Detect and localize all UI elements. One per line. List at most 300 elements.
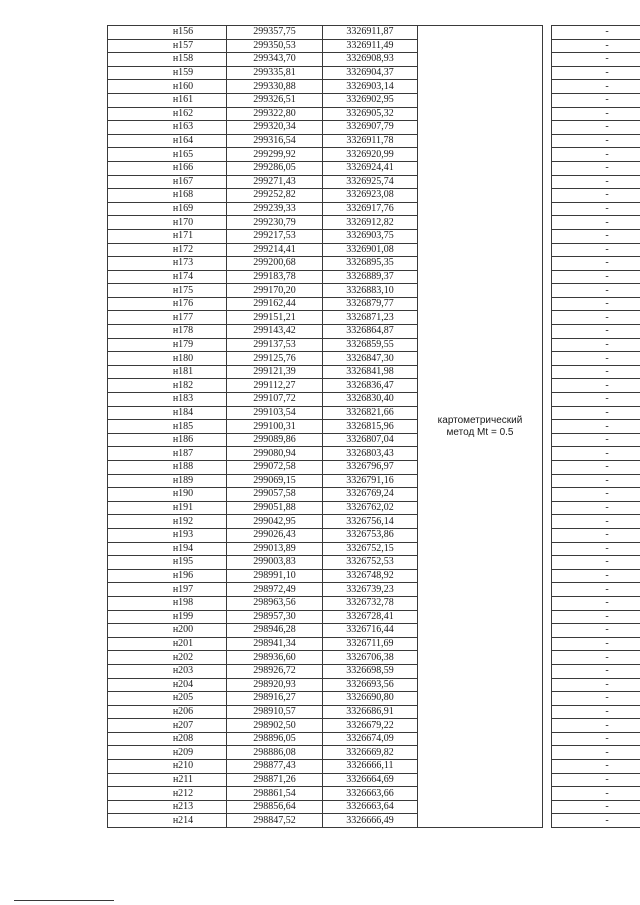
x-coordinate-cell: 299162,44	[227, 297, 323, 311]
x-coordinate-cell: 299214,41	[227, 243, 323, 257]
note-cell: -	[552, 284, 640, 298]
x-coordinate-cell: 299271,43	[227, 175, 323, 189]
note-cell: -	[552, 624, 640, 638]
y-coordinate-cell: 3326666,11	[323, 760, 418, 774]
spacer-cell	[543, 229, 552, 243]
point-cell: н156	[108, 26, 227, 40]
table-row	[108, 243, 640, 257]
table-row	[108, 528, 640, 542]
point-cell: н188	[108, 461, 227, 475]
table-row	[108, 542, 640, 556]
spacer-cell	[543, 624, 552, 638]
table-row	[108, 93, 640, 107]
table-row	[108, 433, 640, 447]
table-row	[108, 352, 640, 366]
table-row	[108, 787, 640, 801]
note-cell: -	[552, 787, 640, 801]
note-cell: -	[552, 202, 640, 216]
spacer-cell	[543, 338, 552, 352]
x-coordinate-cell: 299107,72	[227, 393, 323, 407]
note-cell: -	[552, 596, 640, 610]
point-cell: н189	[108, 474, 227, 488]
spacer-cell	[543, 447, 552, 461]
note-cell: -	[552, 814, 640, 828]
y-coordinate-cell: 3326791,16	[323, 474, 418, 488]
spacer-cell	[543, 175, 552, 189]
point-cell: н183	[108, 393, 227, 407]
spacer-cell	[543, 148, 552, 162]
note-cell: -	[552, 379, 640, 393]
note-cell: -	[552, 80, 640, 94]
point-cell: н207	[108, 719, 227, 733]
spacer-cell	[543, 93, 552, 107]
spacer-cell	[543, 651, 552, 665]
point-cell: н208	[108, 732, 227, 746]
spacer-cell	[543, 121, 552, 135]
y-coordinate-cell: 3326907,79	[323, 121, 418, 135]
table-row	[108, 719, 640, 733]
y-coordinate-cell: 3326803,43	[323, 447, 418, 461]
table-row	[108, 216, 640, 230]
spacer-cell	[543, 760, 552, 774]
y-coordinate-cell: 3326666,49	[323, 814, 418, 828]
table-row	[108, 610, 640, 624]
spacer-cell	[543, 637, 552, 651]
y-coordinate-cell: 3326841,98	[323, 365, 418, 379]
point-cell: н175	[108, 284, 227, 298]
table-row	[108, 284, 640, 298]
point-cell: н180	[108, 352, 227, 366]
note-cell: -	[552, 692, 640, 706]
point-cell: н209	[108, 746, 227, 760]
point-cell: н193	[108, 528, 227, 542]
point-cell: н178	[108, 325, 227, 339]
y-coordinate-cell: 3326669,82	[323, 746, 418, 760]
note-cell: -	[552, 515, 640, 529]
spacer-cell	[543, 420, 552, 434]
y-coordinate-cell: 3326664,69	[323, 773, 418, 787]
spacer-cell	[543, 406, 552, 420]
spacer-cell	[543, 583, 552, 597]
spacer-cell	[543, 134, 552, 148]
table-row	[108, 678, 640, 692]
y-coordinate-cell: 3326923,08	[323, 189, 418, 203]
spacer-cell	[543, 189, 552, 203]
point-cell: н206	[108, 705, 227, 719]
note-cell: -	[552, 134, 640, 148]
note-cell: -	[552, 528, 640, 542]
table-row	[108, 406, 640, 420]
point-cell: н157	[108, 39, 227, 53]
note-cell: -	[552, 148, 640, 162]
note-cell: -	[552, 325, 640, 339]
spacer-cell	[543, 501, 552, 515]
x-coordinate-cell: 299217,53	[227, 229, 323, 243]
table-row	[108, 501, 640, 515]
table-row	[108, 556, 640, 570]
table-row	[108, 39, 640, 53]
x-coordinate-cell: 298946,28	[227, 624, 323, 638]
x-coordinate-cell: 298886,08	[227, 746, 323, 760]
y-coordinate-cell: 3326911,49	[323, 39, 418, 53]
table-row	[108, 760, 640, 774]
note-cell: -	[552, 474, 640, 488]
x-coordinate-cell: 299051,88	[227, 501, 323, 515]
y-coordinate-cell: 3326903,75	[323, 229, 418, 243]
note-cell: -	[552, 352, 640, 366]
y-coordinate-cell: 3326908,93	[323, 53, 418, 67]
point-cell: н205	[108, 692, 227, 706]
point-cell: н163	[108, 121, 227, 135]
note-cell: -	[552, 420, 640, 434]
spacer-cell	[543, 542, 552, 556]
spacer-cell	[543, 732, 552, 746]
table-row	[108, 338, 640, 352]
spacer-cell	[543, 243, 552, 257]
x-coordinate-cell: 299100,31	[227, 420, 323, 434]
footer-rule	[14, 900, 114, 901]
spacer-cell	[543, 719, 552, 733]
table-row	[108, 664, 640, 678]
x-coordinate-cell: 298910,57	[227, 705, 323, 719]
point-cell: н199	[108, 610, 227, 624]
point-cell: н160	[108, 80, 227, 94]
y-coordinate-cell: 3326752,15	[323, 542, 418, 556]
table-row	[108, 379, 640, 393]
note-cell: -	[552, 610, 640, 624]
x-coordinate-cell: 298991,10	[227, 569, 323, 583]
coordinates-table-body	[108, 26, 640, 828]
point-cell: н211	[108, 773, 227, 787]
x-coordinate-cell: 299125,76	[227, 352, 323, 366]
y-coordinate-cell: 3326912,82	[323, 216, 418, 230]
point-cell: н194	[108, 542, 227, 556]
table-row	[108, 270, 640, 284]
note-cell: -	[552, 583, 640, 597]
note-cell: -	[552, 189, 640, 203]
spacer-cell	[543, 325, 552, 339]
y-coordinate-cell: 3326769,24	[323, 488, 418, 502]
x-coordinate-cell: 299200,68	[227, 257, 323, 271]
y-coordinate-cell: 3326716,44	[323, 624, 418, 638]
point-cell: н213	[108, 800, 227, 814]
table-row	[108, 80, 640, 94]
table-row	[108, 420, 640, 434]
table-row	[108, 692, 640, 706]
y-coordinate-cell: 3326911,87	[323, 26, 418, 40]
y-coordinate-cell: 3326889,37	[323, 270, 418, 284]
point-cell: н201	[108, 637, 227, 651]
method-label-line1: картометрический	[437, 414, 523, 426]
table-row	[108, 814, 640, 828]
note-cell: -	[552, 542, 640, 556]
x-coordinate-cell: 299335,81	[227, 66, 323, 80]
x-coordinate-cell: 299089,86	[227, 433, 323, 447]
note-cell: -	[552, 433, 640, 447]
note-cell: -	[552, 216, 640, 230]
y-coordinate-cell: 3326679,22	[323, 719, 418, 733]
x-coordinate-cell: 299316,54	[227, 134, 323, 148]
y-coordinate-cell: 3326847,30	[323, 352, 418, 366]
table-row	[108, 229, 640, 243]
spacer-cell	[543, 257, 552, 271]
note-cell: -	[552, 121, 640, 135]
note-cell: -	[552, 311, 640, 325]
table-row	[108, 624, 640, 638]
point-cell: н158	[108, 53, 227, 67]
y-coordinate-cell: 3326686,91	[323, 705, 418, 719]
spacer-cell	[543, 664, 552, 678]
spacer-cell	[543, 610, 552, 624]
x-coordinate-cell: 298957,30	[227, 610, 323, 624]
y-coordinate-cell: 3326796,97	[323, 461, 418, 475]
point-cell: н177	[108, 311, 227, 325]
y-coordinate-cell: 3326905,32	[323, 107, 418, 121]
y-coordinate-cell: 3326753,86	[323, 528, 418, 542]
x-coordinate-cell: 299072,58	[227, 461, 323, 475]
note-cell: -	[552, 746, 640, 760]
table-row	[108, 134, 640, 148]
x-coordinate-cell: 299343,70	[227, 53, 323, 67]
x-coordinate-cell: 298856,64	[227, 800, 323, 814]
spacer-cell	[543, 379, 552, 393]
x-coordinate-cell: 299299,92	[227, 148, 323, 162]
x-coordinate-cell: 299230,79	[227, 216, 323, 230]
note-cell: -	[552, 53, 640, 67]
spacer-cell	[543, 284, 552, 298]
point-cell: н196	[108, 569, 227, 583]
x-coordinate-cell: 298847,52	[227, 814, 323, 828]
table-row	[108, 651, 640, 665]
point-cell: н161	[108, 93, 227, 107]
spacer-cell	[543, 528, 552, 542]
x-coordinate-cell: 298877,43	[227, 760, 323, 774]
y-coordinate-cell: 3326663,66	[323, 787, 418, 801]
point-cell: н181	[108, 365, 227, 379]
method-cell	[418, 26, 543, 828]
point-cell: н159	[108, 66, 227, 80]
point-cell: н204	[108, 678, 227, 692]
point-cell: н197	[108, 583, 227, 597]
x-coordinate-cell: 298926,72	[227, 664, 323, 678]
y-coordinate-cell: 3326748,92	[323, 569, 418, 583]
note-cell: -	[552, 461, 640, 475]
table-row	[108, 26, 640, 40]
y-coordinate-cell: 3326924,41	[323, 161, 418, 175]
point-cell: н164	[108, 134, 227, 148]
y-coordinate-cell: 3326871,23	[323, 311, 418, 325]
spacer-cell	[543, 352, 552, 366]
spacer-cell	[543, 80, 552, 94]
table-row	[108, 148, 640, 162]
table-row	[108, 746, 640, 760]
point-cell: н173	[108, 257, 227, 271]
note-cell: -	[552, 406, 640, 420]
y-coordinate-cell: 3326917,76	[323, 202, 418, 216]
note-cell: -	[552, 243, 640, 257]
y-coordinate-cell: 3326752,53	[323, 556, 418, 570]
x-coordinate-cell: 299322,80	[227, 107, 323, 121]
spacer-cell	[543, 556, 552, 570]
point-cell: н212	[108, 787, 227, 801]
spacer-cell	[543, 107, 552, 121]
spacer-cell	[543, 39, 552, 53]
spacer-cell	[543, 800, 552, 814]
y-coordinate-cell: 3326830,40	[323, 393, 418, 407]
y-coordinate-cell: 3326925,74	[323, 175, 418, 189]
note-cell: -	[552, 501, 640, 515]
y-coordinate-cell: 3326728,41	[323, 610, 418, 624]
spacer-cell	[543, 161, 552, 175]
table-row	[108, 257, 640, 271]
spacer-cell	[543, 365, 552, 379]
spacer-cell	[543, 297, 552, 311]
x-coordinate-cell: 299103,54	[227, 406, 323, 420]
y-coordinate-cell: 3326920,99	[323, 148, 418, 162]
x-coordinate-cell: 298902,50	[227, 719, 323, 733]
y-coordinate-cell: 3326864,87	[323, 325, 418, 339]
y-coordinate-cell: 3326739,23	[323, 583, 418, 597]
x-coordinate-cell: 298871,26	[227, 773, 323, 787]
table-row	[108, 637, 640, 651]
y-coordinate-cell: 3326807,04	[323, 433, 418, 447]
note-cell: -	[552, 107, 640, 121]
x-coordinate-cell: 298941,34	[227, 637, 323, 651]
y-coordinate-cell: 3326904,37	[323, 66, 418, 80]
point-cell: н187	[108, 447, 227, 461]
spacer-cell	[543, 596, 552, 610]
spacer-cell	[543, 569, 552, 583]
point-cell: н179	[108, 338, 227, 352]
x-coordinate-cell: 299026,43	[227, 528, 323, 542]
spacer-cell	[543, 692, 552, 706]
x-coordinate-cell: 299252,82	[227, 189, 323, 203]
spacer-cell	[543, 433, 552, 447]
point-cell: н165	[108, 148, 227, 162]
x-coordinate-cell: 299112,27	[227, 379, 323, 393]
spacer-cell	[543, 488, 552, 502]
x-coordinate-cell: 299013,89	[227, 542, 323, 556]
spacer-cell	[543, 270, 552, 284]
y-coordinate-cell: 3326698,59	[323, 664, 418, 678]
point-cell: н185	[108, 420, 227, 434]
table-row	[108, 121, 640, 135]
point-cell: н210	[108, 760, 227, 774]
table-row	[108, 189, 640, 203]
coordinates-sheet	[107, 25, 624, 828]
coordinates-table	[107, 25, 640, 828]
point-cell: н202	[108, 651, 227, 665]
spacer-cell	[543, 311, 552, 325]
y-coordinate-cell: 3326883,10	[323, 284, 418, 298]
table-row	[108, 107, 640, 121]
point-cell: н172	[108, 243, 227, 257]
note-cell: -	[552, 338, 640, 352]
x-coordinate-cell: 299170,20	[227, 284, 323, 298]
spacer-cell	[543, 216, 552, 230]
note-cell: -	[552, 637, 640, 651]
table-row	[108, 311, 640, 325]
y-coordinate-cell: 3326903,14	[323, 80, 418, 94]
table-row	[108, 461, 640, 475]
note-cell: -	[552, 270, 640, 284]
y-coordinate-cell: 3326859,55	[323, 338, 418, 352]
spacer-cell	[543, 515, 552, 529]
point-cell: н169	[108, 202, 227, 216]
note-cell: -	[552, 447, 640, 461]
table-row	[108, 488, 640, 502]
spacer-cell	[543, 746, 552, 760]
table-row	[108, 596, 640, 610]
x-coordinate-cell: 298963,56	[227, 596, 323, 610]
y-coordinate-cell: 3326879,77	[323, 297, 418, 311]
table-row	[108, 325, 640, 339]
point-cell: н171	[108, 229, 227, 243]
point-cell: н162	[108, 107, 227, 121]
point-cell: н191	[108, 501, 227, 515]
note-cell: -	[552, 773, 640, 787]
y-coordinate-cell: 3326901,08	[323, 243, 418, 257]
x-coordinate-cell: 299183,78	[227, 270, 323, 284]
x-coordinate-cell: 299042,95	[227, 515, 323, 529]
y-coordinate-cell: 3326756,14	[323, 515, 418, 529]
note-cell: -	[552, 719, 640, 733]
spacer-cell	[543, 53, 552, 67]
point-cell: н214	[108, 814, 227, 828]
spacer-cell	[543, 787, 552, 801]
x-coordinate-cell: 299330,88	[227, 80, 323, 94]
table-row	[108, 202, 640, 216]
y-coordinate-cell: 3326836,47	[323, 379, 418, 393]
y-coordinate-cell: 3326911,78	[323, 134, 418, 148]
note-cell: -	[552, 26, 640, 40]
note-cell: -	[552, 488, 640, 502]
x-coordinate-cell: 299057,58	[227, 488, 323, 502]
table-row	[108, 474, 640, 488]
y-coordinate-cell: 3326711,69	[323, 637, 418, 651]
point-cell: н200	[108, 624, 227, 638]
table-row	[108, 515, 640, 529]
y-coordinate-cell: 3326690,80	[323, 692, 418, 706]
table-row	[108, 393, 640, 407]
point-cell: н174	[108, 270, 227, 284]
point-cell: н184	[108, 406, 227, 420]
note-cell: -	[552, 664, 640, 678]
x-coordinate-cell: 298916,27	[227, 692, 323, 706]
point-cell: н186	[108, 433, 227, 447]
x-coordinate-cell: 299326,51	[227, 93, 323, 107]
x-coordinate-cell: 299069,15	[227, 474, 323, 488]
x-coordinate-cell: 298920,93	[227, 678, 323, 692]
y-coordinate-cell: 3326762,02	[323, 501, 418, 515]
x-coordinate-cell: 299357,75	[227, 26, 323, 40]
x-coordinate-cell: 298861,54	[227, 787, 323, 801]
y-coordinate-cell: 3326674,09	[323, 732, 418, 746]
spacer-cell	[543, 814, 552, 828]
y-coordinate-cell: 3326663,64	[323, 800, 418, 814]
point-cell: н195	[108, 556, 227, 570]
spacer-cell	[543, 705, 552, 719]
table-row	[108, 800, 640, 814]
x-coordinate-cell: 299137,53	[227, 338, 323, 352]
note-cell: -	[552, 175, 640, 189]
point-cell: н176	[108, 297, 227, 311]
table-row	[108, 773, 640, 787]
table-row	[108, 583, 640, 597]
spacer-cell	[543, 202, 552, 216]
note-cell: -	[552, 760, 640, 774]
note-cell: -	[552, 161, 640, 175]
